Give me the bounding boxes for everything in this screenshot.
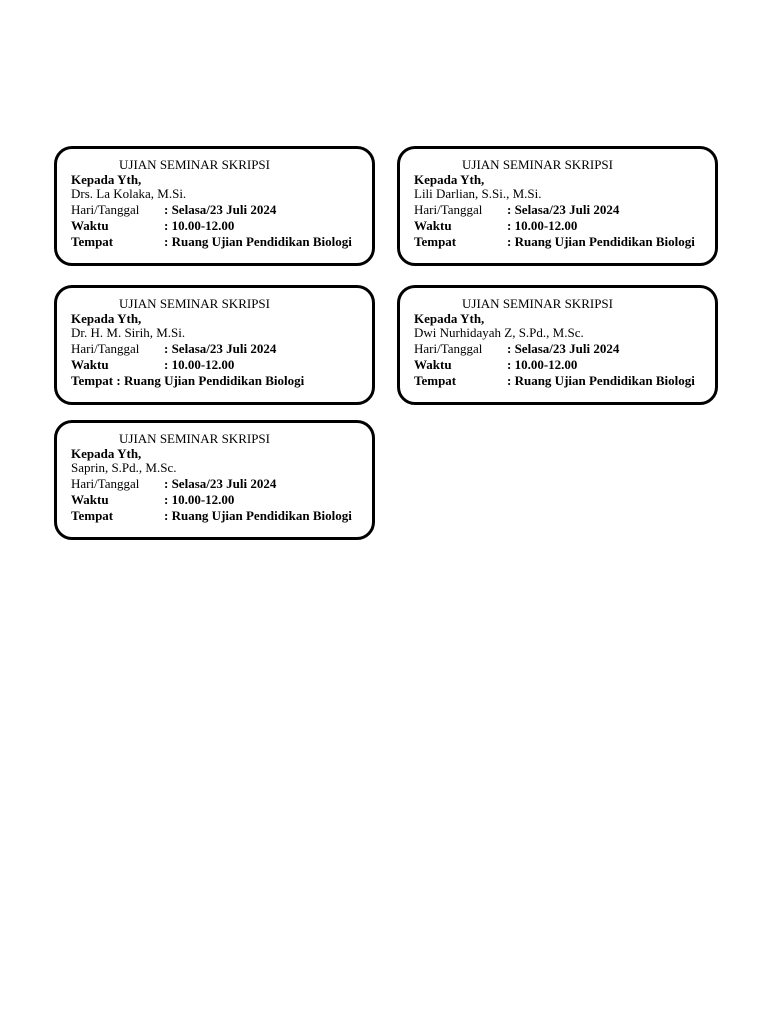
day-date-row xyxy=(71,341,276,357)
place-label: Tempat xyxy=(414,373,457,388)
card-title: UJIAN SEMINAR SKRIPSI xyxy=(119,431,270,446)
time-label: Waktu xyxy=(71,218,109,233)
card-title: UJIAN SEMINAR SKRIPSI xyxy=(119,157,270,172)
greeting: Kepada Yth, xyxy=(414,311,485,326)
place-value: : Ruang Ujian Pendidikan Biologi xyxy=(507,373,695,388)
day-date-value: : Selasa/23 Juli 2024 xyxy=(164,476,277,491)
place-row xyxy=(71,373,304,389)
recipient-name: Saprin, S.Pd., M.Sc. xyxy=(71,460,177,475)
greeting: Kepada Yth, xyxy=(414,172,485,187)
recipient-name: Drs. La Kolaka, M.Si. xyxy=(71,186,187,201)
day-date-label: Hari/Tanggal xyxy=(71,476,140,491)
time-value: : 10.00-12.00 xyxy=(164,218,235,233)
time-value: : 10.00-12.00 xyxy=(507,357,578,372)
recipient-name: Dr. H. M. Sirih, M.Si. xyxy=(71,325,186,340)
greeting: Kepada Yth, xyxy=(71,446,142,461)
time-row xyxy=(414,218,577,234)
time-value: : 10.00-12.00 xyxy=(164,492,235,507)
time-row xyxy=(71,357,234,373)
day-date-label: Hari/Tanggal xyxy=(71,341,140,356)
time-label: Waktu xyxy=(71,492,109,507)
invitation-card-3 xyxy=(54,285,375,405)
place-row xyxy=(71,508,352,524)
invitation-card-5 xyxy=(54,420,375,540)
day-date-row xyxy=(414,341,619,357)
time-label: Waktu xyxy=(71,357,109,372)
place-row xyxy=(414,234,695,250)
place-label: Tempat xyxy=(71,234,114,249)
place-row xyxy=(414,373,695,389)
time-row xyxy=(71,492,234,508)
place-label: Tempat xyxy=(71,373,114,388)
day-date-value: : Selasa/23 Juli 2024 xyxy=(164,202,277,217)
time-label: Waktu xyxy=(414,357,452,372)
day-date-row xyxy=(414,202,619,218)
time-label: Waktu xyxy=(414,218,452,233)
card-title: UJIAN SEMINAR SKRIPSI xyxy=(462,296,613,311)
greeting: Kepada Yth, xyxy=(71,172,142,187)
day-date-label: Hari/Tanggal xyxy=(71,202,140,217)
day-date-label: Hari/Tanggal xyxy=(414,341,483,356)
time-value: : 10.00-12.00 xyxy=(164,357,235,372)
place-label: Tempat xyxy=(71,508,114,523)
invitation-card-4 xyxy=(397,285,718,405)
place-label: Tempat xyxy=(414,234,457,249)
day-date-label: Hari/Tanggal xyxy=(414,202,483,217)
card-title: UJIAN SEMINAR SKRIPSI xyxy=(462,157,613,172)
greeting: Kepada Yth, xyxy=(71,311,142,326)
invitation-card-2 xyxy=(397,146,718,266)
place-row xyxy=(71,234,352,250)
recipient-name: Dwi Nurhidayah Z, S.Pd., M.Sc. xyxy=(414,325,584,340)
place-value: : Ruang Ujian Pendidikan Biologi xyxy=(507,234,695,249)
place-value: : Ruang Ujian Pendidikan Biologi xyxy=(113,373,305,388)
recipient-name: Lili Darlian, S.Si., M.Si. xyxy=(414,186,542,201)
time-row xyxy=(71,218,234,234)
time-row xyxy=(414,357,577,373)
invitation-card-1 xyxy=(54,146,375,266)
day-date-row xyxy=(71,202,276,218)
card-title: UJIAN SEMINAR SKRIPSI xyxy=(119,296,270,311)
day-date-value: : Selasa/23 Juli 2024 xyxy=(507,202,620,217)
day-date-row xyxy=(71,476,276,492)
day-date-value: : Selasa/23 Juli 2024 xyxy=(164,341,277,356)
day-date-value: : Selasa/23 Juli 2024 xyxy=(507,341,620,356)
time-value: : 10.00-12.00 xyxy=(507,218,578,233)
place-value: : Ruang Ujian Pendidikan Biologi xyxy=(164,508,352,523)
place-value: : Ruang Ujian Pendidikan Biologi xyxy=(164,234,352,249)
